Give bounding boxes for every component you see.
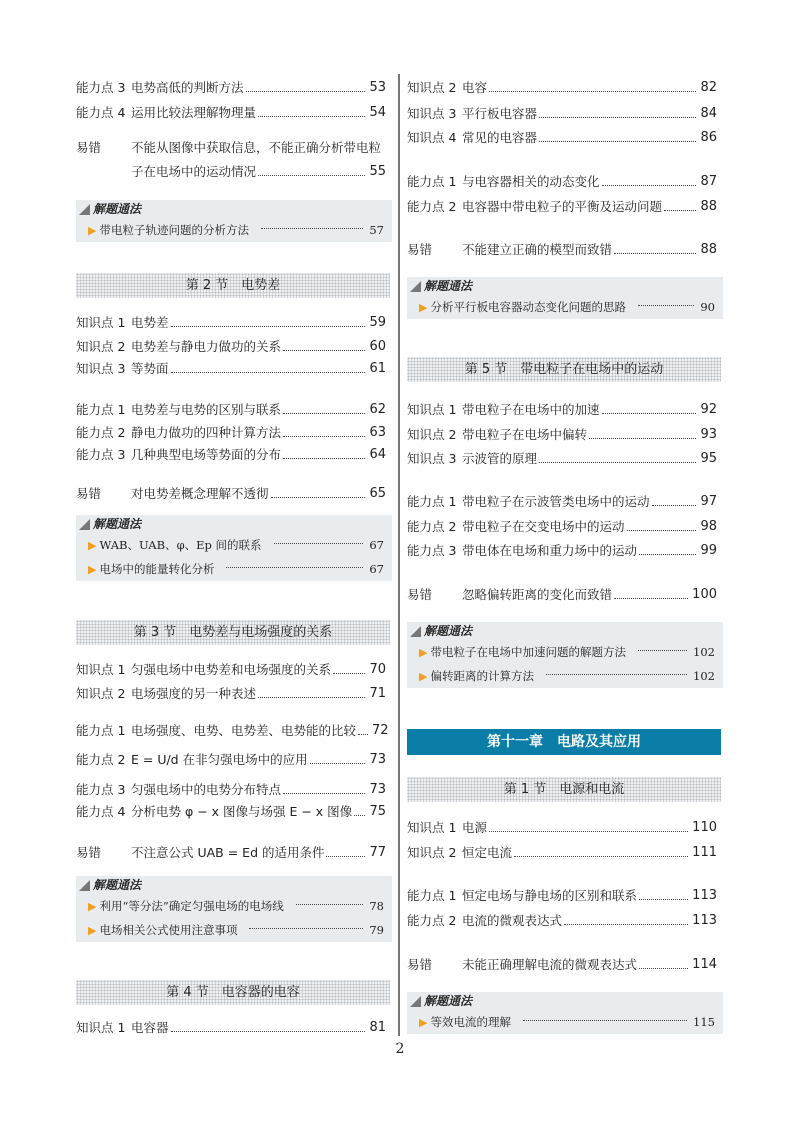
method-item-page: 79 [369,923,384,937]
entry-title: 与电容器相关的动态变化 [462,174,600,189]
entry-label: 能力点 1 [407,174,457,189]
entry-title: 带电体在电场和重力场中的运动 [462,543,638,558]
toc-entry[interactable] [76,1018,386,1038]
dot-leader [589,425,696,439]
corner-triangle-icon [79,204,90,215]
toc-entry[interactable] [407,104,717,124]
entry-page: 87 [700,174,717,189]
entry-label: 能力点 2 [407,913,457,928]
entry-label: 知识点 1 [407,820,457,835]
method-heading-label: 解题通法 [93,202,142,216]
toc-entry[interactable] [76,484,386,504]
toc-entry[interactable] [76,780,386,800]
method-box [407,622,723,688]
entry-title: 静电力做功的四种计算方法 [131,425,282,440]
entry-page: 63 [369,425,386,440]
entry-label: 能力点 3 [76,447,126,462]
section-header[interactable]: 第 5 节 带电粒子在电场中的运动 [407,357,721,382]
method-item[interactable] [76,557,392,581]
dot-leader [639,886,688,900]
entry-page: 92 [700,402,717,417]
method-heading [407,622,723,640]
dot-leader [546,674,687,675]
dot-leader [261,228,363,229]
dot-leader [564,911,688,925]
method-item-title: 电场中的能量转化分析 [99,562,215,576]
entry-page: 111 [692,845,717,860]
method-item[interactable] [76,533,392,557]
method-heading [76,876,392,894]
method-item[interactable] [407,1010,723,1034]
entry-title: 带电粒子在示波管类电场中的运动 [462,494,650,509]
dot-leader [602,400,697,414]
section-header[interactable]: 第 4 节 电容器的电容 [76,980,390,1005]
entry-page: 77 [369,845,386,860]
dot-leader [171,359,366,373]
entry-title: 带电粒子在电场中的加速 [462,402,600,417]
dot-leader [226,567,363,568]
toc-entry[interactable] [407,128,717,148]
entry-page: 113 [692,913,717,928]
arrow-right-icon: ▶ [419,669,428,683]
arrow-right-icon: ▶ [88,899,97,913]
entry-label: 能力点 1 [407,888,457,903]
entry-title: 不能建立正确的模型而致错 [462,242,613,257]
entry-title: 几种典型电场等势面的分布 [131,447,282,462]
entry-label: 知识点 2 [407,80,457,95]
entry-title: 未能正确理解电流的微观表达式 [462,957,638,972]
entry-label: 知识点 1 [76,1020,126,1035]
method-item[interactable] [76,918,392,942]
entry-title: 忽略偏转距离的变化而致错 [462,587,613,602]
entry-title: 电流的微观表达式 [462,913,563,928]
method-box [407,992,723,1034]
entry-page: 75 [369,804,386,819]
method-heading [76,200,392,218]
toc-entry[interactable] [407,425,717,445]
dot-leader [664,197,696,211]
entry-page: 54 [369,105,386,120]
arrow-right-icon: ▶ [419,1015,428,1029]
method-box [76,515,392,581]
dot-leader [639,955,688,969]
dot-leader [489,818,688,832]
entry-title: 匀强电场中的电势分布特点 [131,782,282,797]
toc-entry[interactable] [76,138,386,182]
dot-leader [296,904,364,905]
toc-entry[interactable] [407,492,717,512]
entry-page: 71 [369,686,386,701]
method-box [76,200,392,242]
dot-leader [283,337,365,351]
toc-entry[interactable] [76,313,386,333]
method-item[interactable] [407,664,723,688]
entry-title: 示波管的原理 [462,451,538,466]
toc-entry[interactable] [76,660,386,680]
toc-entry[interactable] [76,78,386,98]
entry-page: 53 [369,80,386,95]
dot-leader [639,541,696,555]
toc-column-right [407,0,723,1125]
corner-triangle-icon [79,519,90,530]
dot-leader [274,543,364,544]
entry-title: 恒定电流 [462,845,513,860]
method-item-page: 57 [369,223,384,237]
entry-page: 61 [369,361,386,376]
entry-title: 匀强电场中电势差和电场强度的关系 [131,662,332,677]
entry-label: 知识点 3 [407,106,457,121]
entry-title: 对电势差概念理解不透彻 [131,486,269,501]
entry-title: 电势差与电势的区别与联系 [131,402,282,417]
entry-label: 知识点 2 [76,339,126,354]
entry-title: 不注意公式 UAB = Ed 的适用条件 [131,845,325,860]
dot-leader [310,750,366,764]
dot-leader [539,128,696,142]
entry-page: 65 [369,486,386,501]
entry-label: 知识点 1 [76,662,126,677]
entry-page: 98 [700,519,717,534]
dot-leader [539,104,696,118]
entry-label: 能力点 3 [76,80,126,95]
entry-title: 平行板电容器 [462,106,538,121]
dot-leader [354,802,365,816]
entry-page: 55 [369,164,386,179]
toc-entry[interactable] [76,750,386,770]
arrow-right-icon: ▶ [88,923,97,937]
arrow-right-icon: ▶ [88,538,97,552]
entry-label: 易错 [76,140,102,155]
arrow-right-icon: ▶ [88,223,97,237]
method-item[interactable] [407,640,723,664]
method-item-page: 102 [693,669,715,683]
dot-leader [271,484,366,498]
entry-label: 知识点 2 [407,845,457,860]
dot-leader [258,684,365,698]
entry-page: 88 [700,242,717,257]
entry-title: 电势高低的判断方法 [131,80,244,95]
dot-leader [283,423,365,437]
entry-title: 等势面 [131,361,169,376]
page-number: 2 [395,1041,405,1057]
entry-label: 易错 [76,845,102,860]
dot-leader [258,103,365,117]
entry-page: 86 [700,130,717,145]
entry-title: 带电粒子在电场中偏转 [462,427,588,442]
dot-leader [627,517,697,531]
toc-entry[interactable] [407,517,717,537]
toc-entry[interactable] [76,400,386,420]
toc-entry[interactable] [407,400,717,420]
arrow-right-icon: ▶ [419,300,428,314]
toc-entry[interactable] [76,103,386,123]
dot-leader [171,313,366,327]
entry-label: 能力点 3 [76,782,126,797]
entry-page: 95 [700,451,717,466]
entry-label: 知识点 3 [76,361,126,376]
entry-title: 常见的电容器 [462,130,538,145]
dot-leader [326,843,365,857]
toc-entry[interactable] [407,78,717,98]
method-box [76,876,392,942]
method-heading-label: 解题通法 [424,279,473,293]
entry-title: 电势差与静电力做功的关系 [131,339,282,354]
entry-page: 100 [692,587,717,602]
dot-leader [358,721,368,735]
method-item-page: 90 [700,300,715,314]
entry-page: 59 [369,315,386,330]
method-heading [76,515,392,533]
method-item[interactable] [407,295,723,319]
entry-page: 114 [692,957,717,972]
entry-body [131,138,386,182]
entry-title: E = U/d 在非匀强电场中的应用 [131,752,308,767]
method-item-title: 利用“等分法”确定匀强电场的电场线 [99,899,284,913]
dot-leader [514,843,688,857]
toc-entry[interactable] [407,197,717,217]
entry-label: 知识点 2 [407,427,457,442]
toc-entry[interactable] [76,445,386,465]
method-heading-label: 解题通法 [424,624,473,638]
corner-triangle-icon [410,996,421,1007]
method-heading [407,277,723,295]
dot-leader [283,780,365,794]
method-item-page: 78 [369,899,384,913]
toc-entry[interactable] [76,843,386,863]
entry-label: 能力点 2 [407,199,457,214]
entry-label: 能力点 2 [76,425,126,440]
chapter-header[interactable]: 第十一章 电路及其应用 [407,729,721,755]
entry-label: 能力点 1 [76,723,126,738]
arrow-right-icon: ▶ [88,562,97,576]
method-item-title: 等效电流的理解 [430,1015,511,1029]
entry-title: 电容器 [131,1020,169,1035]
entry-title: 电场强度、电势、电势差、电势能的比较 [131,723,357,738]
method-box [407,277,723,319]
entry-label: 能力点 4 [76,804,126,819]
section-header[interactable]: 第 1 节 电源和电流 [407,777,721,802]
dot-leader [638,650,687,651]
dot-leader [638,305,694,306]
entry-label: 知识点 4 [407,130,457,145]
section-header[interactable]: 第 2 节 电势差 [76,273,390,298]
dot-leader [523,1020,687,1021]
entry-label: 能力点 2 [407,519,457,534]
method-item-page: 115 [693,1015,715,1029]
toc-entry[interactable] [407,541,717,561]
entry-label: 知识点 2 [76,686,126,701]
entry-title: 不能从图像中获取信息，不能正确分析带电粒 [131,140,382,155]
entry-title: 电势差 [131,315,169,330]
toc-entry[interactable] [407,449,717,469]
method-item-title: 偏转距离的计算方法 [430,669,534,683]
toc-entry[interactable] [76,721,389,741]
toc-entry[interactable] [76,423,386,443]
method-heading [407,992,723,1010]
corner-triangle-icon [79,880,90,891]
entry-title: 带电粒子在交变电场中的运动 [462,519,625,534]
entry-label: 能力点 3 [407,543,457,558]
toc-entry[interactable] [407,886,717,906]
dot-leader [333,660,365,674]
toc-entry[interactable] [407,911,717,931]
toc-entry[interactable] [76,684,386,704]
section-header[interactable]: 第 3 节 电势差与电场强度的关系 [76,620,390,645]
toc-entry[interactable] [76,337,386,357]
entry-label: 易错 [407,957,433,972]
entry-page: 88 [700,199,717,214]
toc-entry[interactable] [407,843,717,863]
entry-title: 运用比较法理解物理量 [131,105,257,120]
method-heading-label: 解题通法 [424,994,473,1008]
dot-leader [614,585,688,599]
method-item-title: 分析平行板电容器动态变化问题的思路 [430,300,626,314]
entry-page: 60 [369,339,386,354]
entry-page: 84 [700,106,717,121]
dot-leader [539,449,696,463]
entry-page: 62 [369,402,386,417]
entry-title: 电容器中带电粒子的平衡及运动问题 [462,199,663,214]
method-item-page: 102 [693,645,715,659]
dot-leader [258,162,365,176]
entry-title: 电场强度的另一种表述 [131,686,257,701]
dot-leader [249,928,363,929]
method-item-title: 带电粒子轨迹问题的分析方法 [99,223,249,237]
dot-leader [171,1018,366,1032]
toc-entry[interactable] [407,585,717,605]
method-item[interactable] [76,218,392,242]
entry-label: 能力点 1 [76,402,126,417]
entry-label: 知识点 1 [407,402,457,417]
method-heading-label: 解题通法 [93,878,142,892]
column-divider [398,74,400,1036]
entry-label: 易错 [407,587,433,602]
corner-triangle-icon [410,626,421,637]
arrow-right-icon: ▶ [419,645,428,659]
method-item-title: 电场相关公式使用注意事项 [99,923,238,937]
entry-page: 99 [700,543,717,558]
dot-leader [652,492,697,506]
entry-label: 知识点 1 [76,315,126,330]
toc-column-left [76,0,392,1125]
dot-leader [246,78,366,92]
corner-triangle-icon [410,281,421,292]
entry-title: 电源 [462,820,488,835]
method-item-title: 带电粒子在电场中加速问题的解题方法 [430,645,626,659]
entry-label: 能力点 1 [407,494,457,509]
entry-page: 110 [692,820,717,835]
method-item[interactable] [76,894,392,918]
entry-label: 能力点 4 [76,105,126,120]
entry-label: 易错 [76,486,102,501]
entry-page: 82 [700,80,717,95]
entry-page: 113 [692,888,717,903]
dot-leader [283,445,365,459]
toc-entry[interactable] [76,802,386,822]
entry-label: 能力点 2 [76,752,126,767]
entry-label: 易错 [407,242,433,257]
entry-title: 电容 [462,80,488,95]
dot-leader [602,172,697,186]
toc-entry[interactable] [407,818,717,838]
dot-leader [614,240,696,254]
entry-title-cont: 子在电场中的运动情况 [131,164,257,179]
entry-label: 知识点 3 [407,451,457,466]
method-item-title: WAB、UAB、φ、Ep 间的联系 [99,538,262,552]
entry-page: 93 [700,427,717,442]
entry-page: 72 [372,723,389,738]
toc-entry[interactable] [407,955,717,975]
dot-leader [283,400,365,414]
entry-page: 70 [369,662,386,677]
entry-page: 81 [369,1020,386,1035]
toc-entry[interactable] [407,240,717,260]
entry-page: 97 [700,494,717,509]
toc-entry[interactable] [407,172,717,192]
dot-leader [489,78,696,92]
method-item-page: 67 [369,538,384,552]
entry-title-line2 [131,162,386,182]
entry-page: 73 [369,782,386,797]
method-item-page: 67 [369,562,384,576]
entry-title: 恒定电场与静电场的区别和联系 [462,888,638,903]
entry-title: 分析电势 φ − x 图像与场强 E − x 图像 [131,804,353,819]
method-heading-label: 解题通法 [93,517,142,531]
entry-page: 64 [369,447,386,462]
entry-page: 73 [369,752,386,767]
toc-entry[interactable] [76,359,386,379]
